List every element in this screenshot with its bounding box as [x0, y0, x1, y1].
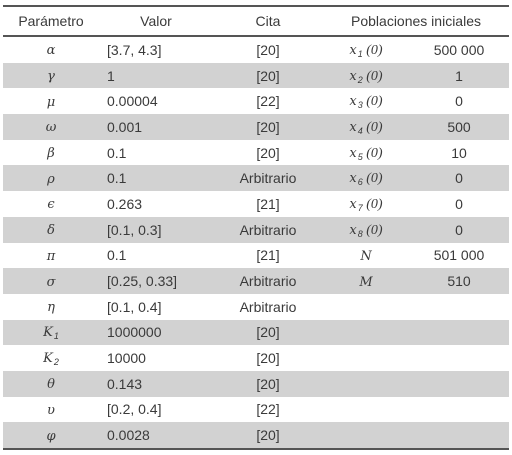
param-symbol: φ — [46, 428, 56, 444]
poblacion-var: x — [349, 94, 357, 110]
param-symbol: K — [43, 351, 53, 367]
poblacion-var-cell — [323, 195, 409, 213]
poblacion-var: x — [349, 171, 357, 187]
cita-cell: [20] — [256, 375, 280, 392]
header-poblaciones: Poblaciones iniciales — [351, 13, 481, 29]
cita-cell: [20] — [256, 41, 280, 58]
cita-cell: Arbitrario — [239, 298, 297, 315]
poblacion-subscript: 4 — [357, 125, 363, 136]
cita-cell: Arbitrario — [239, 273, 297, 290]
poblacion-subscript: 6 — [357, 177, 363, 188]
valor-cell: 1000000 — [107, 324, 162, 341]
param-symbol: θ — [47, 377, 55, 393]
cita-cell: [20] — [256, 427, 280, 444]
table-row — [3, 294, 509, 320]
cita-cell: Arbitrario — [239, 221, 297, 238]
poblacion-var-cell — [323, 247, 409, 264]
param-symbol: ω — [45, 120, 57, 136]
param-symbol: σ — [46, 274, 56, 290]
param-symbol: υ — [47, 402, 55, 418]
table-row — [3, 114, 509, 140]
param-cell — [3, 427, 99, 444]
poblacion-var-cell — [323, 221, 409, 239]
valor-cell: 0.00004 — [107, 93, 158, 110]
cita-cell: [21] — [256, 195, 280, 212]
poblacion-var-cell — [323, 169, 409, 187]
poblacion-value-cell: 10 — [451, 144, 467, 161]
cita-cell: [20] — [256, 118, 280, 135]
valor-cell: 0.143 — [107, 375, 143, 392]
valor-cell: 0.1 — [107, 247, 127, 264]
cita-cell: [20] — [256, 350, 280, 367]
poblacion-arg: (0) — [362, 145, 383, 161]
table-row — [3, 397, 509, 423]
poblacion-value-cell: 500 — [447, 118, 471, 135]
poblacion-value-cell: 1 — [455, 67, 463, 84]
table-row — [3, 37, 509, 63]
param-subscript: 2 — [53, 357, 59, 368]
param-cell — [3, 349, 99, 367]
param-symbol: μ — [46, 94, 56, 110]
param-cell — [3, 170, 99, 187]
poblacion-var-cell — [323, 118, 409, 136]
poblacion-var: x — [349, 222, 357, 238]
poblacion-value-cell: 501 000 — [433, 247, 485, 264]
param-cell — [3, 247, 99, 264]
parameters-table — [3, 5, 509, 450]
poblacion-var: x — [349, 145, 357, 161]
valor-cell: [0.1, 0.3] — [107, 221, 162, 238]
poblacion-arg: (0) — [362, 94, 383, 110]
table-row — [3, 63, 509, 89]
table-row — [3, 243, 509, 269]
param-cell — [3, 401, 99, 418]
valor-cell: 0.263 — [107, 195, 143, 212]
table-row — [3, 217, 509, 243]
poblacion-var: M — [359, 274, 373, 290]
table-row — [3, 320, 509, 346]
valor-cell: [3.7, 4.3] — [107, 41, 162, 58]
poblacion-arg: (0) — [362, 222, 383, 238]
cita-cell: [20] — [256, 67, 280, 84]
poblacion-subscript: 5 — [357, 151, 363, 162]
table-row — [3, 268, 509, 294]
table-row — [3, 88, 509, 114]
poblacion-var: x — [349, 119, 357, 135]
table-body — [3, 37, 509, 448]
valor-cell: [0.2, 0.4] — [107, 401, 162, 418]
poblacion-var: x — [349, 196, 357, 212]
valor-cell: 1 — [107, 67, 115, 84]
poblacion-var: N — [360, 248, 372, 264]
param-cell — [3, 298, 99, 315]
param-cell — [3, 195, 99, 212]
poblacion-value-cell: 0 — [455, 170, 463, 187]
valor-cell: 0.1 — [107, 170, 127, 187]
param-symbol: β — [47, 146, 55, 162]
param-cell — [3, 144, 99, 161]
param-subscript: 1 — [53, 331, 59, 342]
poblacion-var-cell — [323, 67, 409, 85]
param-symbol: α — [46, 43, 56, 59]
table-row — [3, 371, 509, 397]
poblacion-subscript: 1 — [357, 48, 363, 59]
poblacion-var-cell — [323, 273, 409, 290]
valor-cell: 0.001 — [107, 118, 143, 135]
param-symbol: η — [47, 300, 55, 316]
header-cita: Cita — [255, 13, 281, 29]
poblacion-value-cell: 500 000 — [433, 41, 485, 58]
poblacion-var: x — [349, 42, 357, 58]
cita-cell: [21] — [256, 247, 280, 264]
header-row — [3, 7, 509, 35]
valor-cell: 10000 — [107, 350, 146, 367]
valor-cell: 0.1 — [107, 144, 127, 161]
valor-cell: [0.25, 0.33] — [107, 273, 178, 290]
poblacion-subscript: 2 — [357, 74, 363, 85]
bottom-rule — [3, 448, 509, 450]
param-symbol: δ — [47, 223, 55, 239]
table-row — [3, 422, 509, 448]
cita-cell: [22] — [256, 401, 280, 418]
param-cell — [3, 375, 99, 392]
poblacion-subscript: 7 — [357, 202, 363, 213]
param-cell — [3, 273, 99, 290]
table-row — [3, 345, 509, 371]
table-row — [3, 165, 509, 191]
poblacion-value-cell: 510 — [447, 273, 471, 290]
cita-cell: [20] — [256, 324, 280, 341]
cita-cell: [20] — [256, 144, 280, 161]
poblacion-value-cell: 0 — [455, 195, 463, 212]
param-cell — [3, 118, 99, 135]
param-cell — [3, 41, 99, 58]
param-symbol: ϵ — [47, 197, 55, 213]
poblacion-arg: (0) — [362, 68, 383, 84]
table-row — [3, 140, 509, 166]
poblacion-var: x — [349, 68, 357, 84]
param-symbol: ρ — [47, 171, 55, 187]
poblacion-subscript: 3 — [357, 100, 363, 111]
param-cell — [3, 221, 99, 238]
valor-cell: 0.0028 — [107, 427, 150, 444]
cita-cell: Arbitrario — [239, 170, 297, 187]
cita-cell: [22] — [256, 93, 280, 110]
table-row — [3, 191, 509, 217]
poblacion-arg: (0) — [362, 171, 383, 187]
poblacion-value-cell: 0 — [455, 221, 463, 238]
poblacion-subscript: 8 — [357, 228, 363, 239]
poblacion-arg: (0) — [362, 119, 383, 135]
poblacion-var-cell — [323, 41, 409, 59]
header-valor: Valor — [140, 13, 172, 29]
param-symbol: π — [46, 248, 56, 264]
param-symbol: K — [43, 325, 53, 341]
poblacion-value-cell: 0 — [455, 93, 463, 110]
param-cell — [3, 323, 99, 341]
param-symbol: γ — [47, 69, 55, 85]
poblacion-arg: (0) — [362, 196, 383, 212]
header-parametro: Parámetro — [18, 13, 84, 29]
param-cell — [3, 93, 99, 110]
poblacion-arg: (0) — [362, 42, 383, 58]
poblacion-var-cell — [323, 144, 409, 162]
param-cell — [3, 67, 99, 84]
valor-cell: [0.1, 0.4] — [107, 298, 162, 315]
poblacion-var-cell — [323, 92, 409, 110]
